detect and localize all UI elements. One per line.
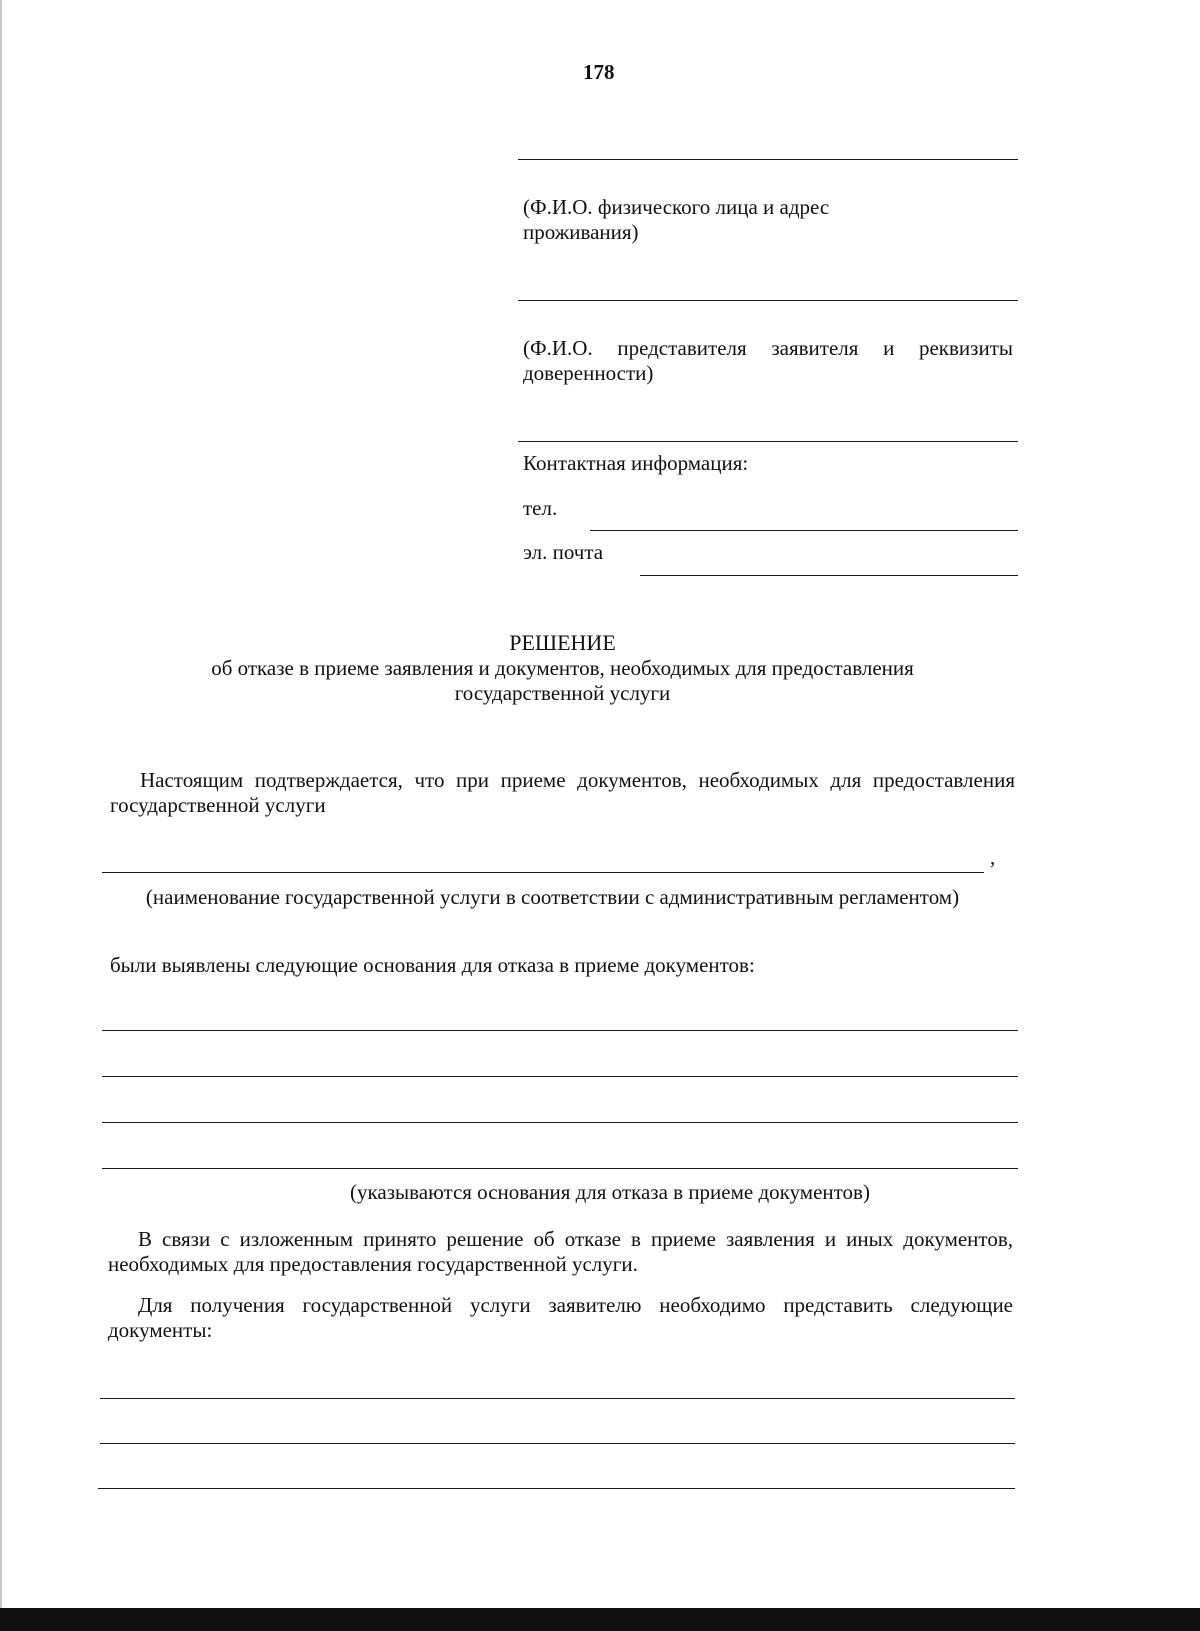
phone-field-line[interactable] <box>590 530 1018 531</box>
service-line-comma: , <box>990 845 996 869</box>
grounds-line-1[interactable] <box>102 1030 1018 1031</box>
grounds-intro: были выявлены следующие основания для отказа в приеме документов: <box>110 953 755 977</box>
representative-line[interactable] <box>518 300 1018 301</box>
required-docs-line-1[interactable] <box>100 1398 1015 1399</box>
phone-label: тел. <box>523 496 558 520</box>
document-heading: РЕШЕНИЕ <box>509 630 616 655</box>
intro-paragraph: Настоящим подтверждается, что при приеме документов, необходимых для предоставления государственной услуги <box>110 768 1015 817</box>
applicant-person-caption: (Ф.И.О. физического лица и адрес проживания) <box>523 195 830 244</box>
representative-line-2[interactable] <box>518 441 1018 442</box>
required-docs-line-2[interactable] <box>100 1443 1015 1444</box>
page-number: 178 <box>583 60 615 84</box>
required-docs-line-3[interactable] <box>98 1488 1015 1489</box>
applicant-name-line[interactable] <box>518 159 1018 160</box>
scan-bottom-edge <box>0 1608 1200 1631</box>
grounds-caption: (указываются основания для отказа в приеме документов) <box>350 1180 870 1204</box>
service-caption: (наименование государственной услуги в соответствии с административным регламентом) <box>145 885 960 909</box>
email-label: эл. почта <box>523 540 604 564</box>
required-docs-paragraph: Для получения государственной услуги заявителю необходимо представить следующие документы: <box>108 1293 1013 1342</box>
grounds-line-2[interactable] <box>102 1076 1018 1077</box>
decision-paragraph: В связи с изложенным принято решение об отказе в приеме заявления и иных документов, необходимых для предоставления государственной услуги. <box>108 1227 1013 1276</box>
representative-caption: (Ф.И.О. представителя заявителя и реквизиты доверенности) <box>523 336 1013 385</box>
email-field-line[interactable] <box>640 575 1018 576</box>
grounds-line-3[interactable] <box>102 1122 1018 1123</box>
scan-left-edge <box>0 0 2 1631</box>
contact-label: Контактная информация: <box>523 451 749 475</box>
document-subheading: об отказе в приеме заявления и документов, необходимых для предоставления государственной услуги <box>211 656 914 705</box>
service-name-line[interactable] <box>102 872 984 873</box>
grounds-line-4[interactable] <box>102 1168 1018 1169</box>
